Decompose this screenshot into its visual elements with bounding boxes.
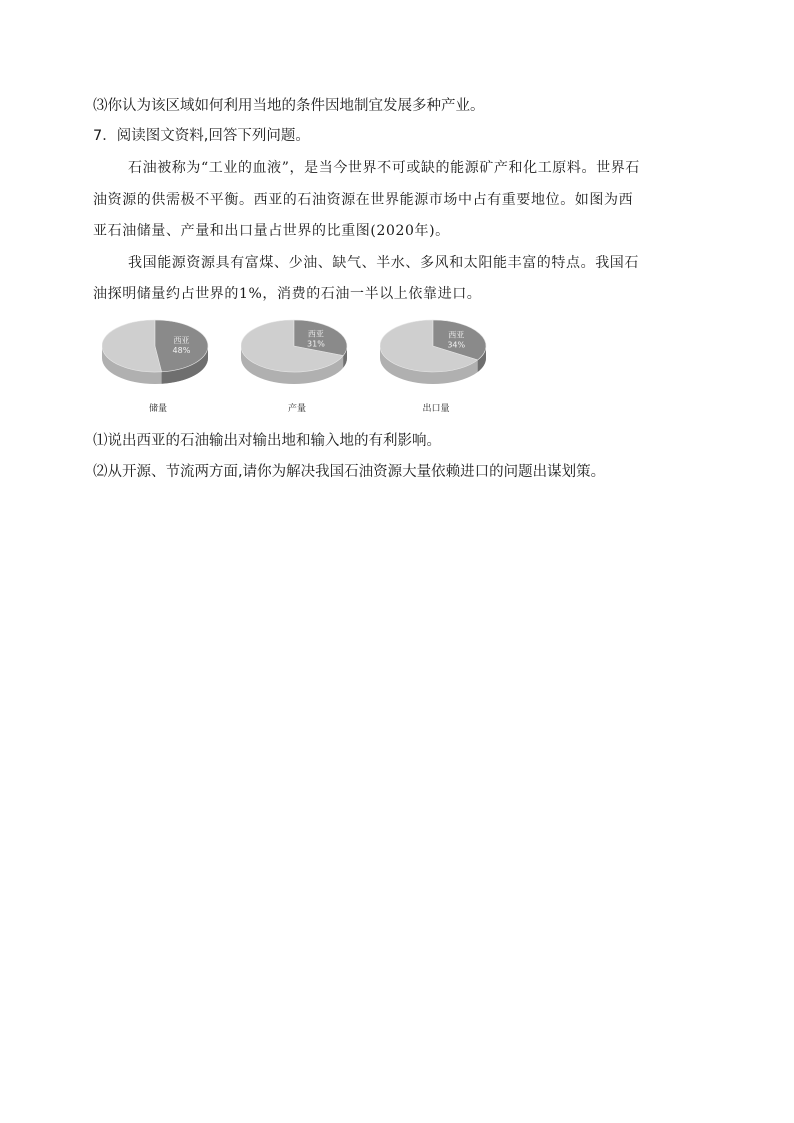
pie-value-label: 48%	[172, 346, 191, 356]
pie-chart-production	[241, 316, 353, 416]
pie-svg-export	[380, 316, 492, 396]
pie-slice-label: 西亚	[173, 336, 190, 346]
paragraph-1-line-2: 油资源的供需极不平衡。西亚的石油资源在世界能源市场中占有重要地位。如图为西	[93, 192, 634, 208]
pie-value-label: 31%	[307, 339, 325, 349]
question-3-prev: ⑶你认为该区域如何利用当地的条件因地制宜发展多种产业。	[93, 98, 485, 114]
pie-slice-label: 西亚	[307, 329, 324, 339]
pie-svg-reserves	[102, 316, 214, 396]
pie-caption-reserves: 储量	[148, 404, 167, 414]
sub-question-2: ⑵从开源、节流两方面,请你为解决我国石油资源大量依赖进口的问题出谋划策。	[93, 464, 606, 480]
question-7-title: 7．阅读图文资料,回答下列问题。	[93, 128, 310, 144]
pie-svg-production	[241, 316, 353, 396]
paragraph-2-line-1: 我国能源资源具有富煤、少油、缺气、半水、多风和太阳能丰富的特点。我国石	[128, 255, 639, 271]
pie-value-label: 34%	[447, 340, 466, 350]
paragraph-1-line-1: 石油被称为“工业的血液”，是当今世界不可或缺的能源矿产和化工原料。世界石	[128, 160, 640, 176]
pie-caption-production: 产量	[287, 404, 306, 414]
pie-caption-export: 出口量	[422, 404, 450, 414]
pie-chart-reserves	[102, 316, 214, 416]
paragraph-2-line-2: 油探明储量约占世界的1%，消费的石油一半以上依靠进口。	[93, 286, 482, 302]
paragraph-1-line-3: 亚石油储量、产量和出口量占世界的比重图(2020年)。	[93, 223, 450, 239]
pie-chart-export	[380, 316, 492, 416]
pie-slice-label: 西亚	[448, 330, 465, 340]
pie-charts-figure	[102, 316, 502, 416]
sub-question-1: ⑴说出西亚的石油输出对输出地和输入地的有利影响。	[93, 433, 441, 449]
